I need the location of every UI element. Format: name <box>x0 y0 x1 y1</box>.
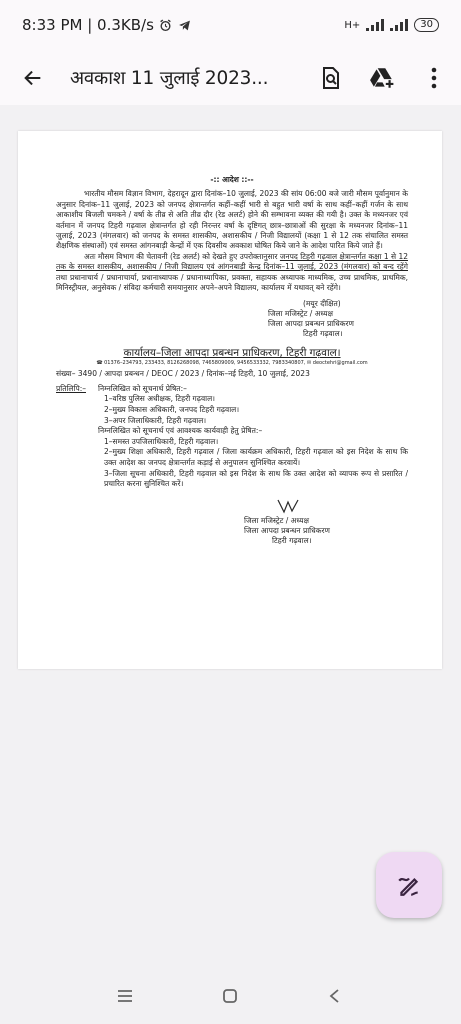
document-content <box>56 175 408 546</box>
add-to-drive-icon[interactable] <box>369 65 395 91</box>
copy-item: 2–मुख्य शिक्षा अधिकारी, टिहरी गढ़वाल / जिला कार्यक्रम अधिकारी, टिहरी गढ़वाल को इस निदेश के साथ कि उक्त आदेश का जनपद क्षेत्रान्तर्गत कड़ाई से अनुपालन सुनिश्चित करवायें। <box>104 447 408 468</box>
copy-intro-2: निम्नलिखित को सूचनार्थ एवं आवश्यक कार्यवाही हेतु प्रेषित:– <box>98 426 263 436</box>
signature1-line3: टिहरी गढ़वाल। <box>303 329 343 339</box>
order-paragraph-2 <box>56 252 408 294</box>
para2-lead: अतः मौसम विभाग की चेतावनी (रेड अलर्ट) को देखते हुए उपरोक्तानुसार <box>84 251 280 261</box>
copy-distribution <box>56 384 408 490</box>
app-bar <box>0 50 461 105</box>
battery-indicator: 30 <box>414 18 439 32</box>
order-heading: -:: आदेश ::-- <box>210 175 254 184</box>
signatory-name: (मयूर दीक्षित) <box>303 299 341 309</box>
recents-icon[interactable] <box>114 985 136 1007</box>
copy-item: 1–वरिष्ठ पुलिस अधीक्षक, टिहरी गढ़वाल। <box>104 394 216 404</box>
signature-block-1 <box>268 299 408 339</box>
para2-underlined: जनपद टिहरी गढ़वाल क्षेत्रान्तर्गत कक्षा 1 से 12 तक के समस्त शासकीय, अशासकीय / निजी विद्यालय एवं आंगनबाड़ी केन्द्र दिनांक–11 जुलाई, 2023 (मंगलवार) को बन्द रहेंगे <box>56 251 408 272</box>
signal-icon-2 <box>390 19 408 31</box>
edit-stylus-icon <box>396 872 422 898</box>
copy-item: 1–समस्त उपजिलाधिकारी, टिहरी गढ़वाल। <box>104 436 219 446</box>
system-nav-bar <box>0 967 461 1024</box>
signature2-line3: टिहरी गढ़वाल। <box>272 535 312 545</box>
signature2-line1: जिला मजिस्ट्रेट / अध्यक्ष <box>244 515 309 525</box>
office-contact: ☎ 01376–234793, 233433, 8126268098, 7465809009, 9456533332, 7983340807, ✉ deoctehri@gmail.com <box>96 360 368 367</box>
copy-item: 3–अपर जिलाधिकारी, टिहरी गढ़वाल। <box>104 415 207 425</box>
status-bar <box>0 0 461 50</box>
annotate-fab[interactable] <box>376 852 442 918</box>
home-icon[interactable] <box>219 985 241 1007</box>
para2-tail: तथा प्रधानाचार्य / प्रधानाचार्या, प्रधानाध्यापक / प्रधानाध्यापिका, प्रवक्ता, सहायक अध्यापक माध्यमिक, उच्च प्राथमिक, प्राथमिक, मिनिस्ट्रीयल, अनुसेवक / संविदा कर्मचारी समयानुसार अपने–अपने विद्यालय, कार्यालय में यथावत् बने रहेंगे। <box>56 272 408 293</box>
office-title: कार्यालय–जिला आपदा प्रबन्धन प्राधिकरण, टिहरी गढ़वाल। <box>123 347 341 360</box>
alarm-icon <box>159 18 173 32</box>
signature-block-2 <box>244 498 408 546</box>
back-icon[interactable] <box>323 985 345 1007</box>
copy-item: 2–मुख्य विकास अधिकारी, जनपद टिहरी गढ़वाल। <box>104 405 240 415</box>
network-type-label: H+ <box>344 19 361 31</box>
document-title: अवकाश 11 जुलाई 2023... <box>70 68 269 89</box>
copy-item: 3–जिला सूचना अधिकारी, टिहरी गढ़वाल को इस निदेश के साथ कि उक्त आदेश को व्यापक रूप से प्रसारित / प्रचारित करना सुनिश्चित करें। <box>104 468 408 489</box>
pdf-page <box>18 131 442 669</box>
copy-intro-1: निम्नलिखित को सूचनार्थ प्रेषित:– <box>98 383 187 393</box>
telegram-icon <box>178 18 192 32</box>
more-vert-icon[interactable] <box>421 65 447 91</box>
status-time-speed: 8:33 PM | 0.3KB/s <box>22 16 154 34</box>
signature1-line2: जिला आपदा प्रबन्धन प्राधिकरण <box>268 319 354 329</box>
reference-line: संख्या– 3490 / आपदा प्रबन्धन / DEOC / 2023 / दिनांक–नई टिहरी, 10 जुलाई, 2023 <box>56 369 310 379</box>
copy-label: प्रतिलिपि:– <box>56 383 86 393</box>
order-paragraph-1: भारतीय मौसम विज्ञान विभाग, देहरादून द्वारा दिनांक–10 जुलाई, 2023 की सांय 06:00 बजे जारी मौसम पूर्वानुमान के अनुसार दिनांक–11 जुलाई, 2023 को जनपद क्षेत्रान्तर्गत कहीं–कहीं भारी से बहुत भारी वर्षा के साथ कहीं–कहीं गर्जन के साथ आकाशीय बिजली चमकने / वर्षा के तीव्र से अति तीव्र दौर (रेड अलर्ट) होने की सम्भावना व्यक्त की गयी है। उक्त के मध्यनजर एवं वर्तमान में जनपद टिहरी गढ़वाल क्षेत्रान्तर्गत हो रही निरन्तर वर्षा के दृष्टिगत् छात्र–छात्राओं की सुरक्षा के मध्यनजर दिनांक–11 जुलाई, 2023 (मंगलवार) को जनपद के समस्त शासकीय, अशासकीय / निजी विद्यालयों (कक्षा 1 से 12 तक संचालित समस्त शैक्षणिक संस्थाओं) एवं समस्त आंगनबाड़ी केन्द्रों में एक दिवसीय अवकाश घोषित किये जाने के आदेश पारित किये जाते हैं। <box>56 189 408 251</box>
signature1-line1: जिला मजिस्ट्रेट / अध्यक्ष <box>268 309 333 319</box>
signal-icon <box>366 19 384 31</box>
find-in-page-icon[interactable] <box>317 65 343 91</box>
handwritten-signature <box>274 498 304 516</box>
signature2-line2: जिला आपदा प्रबन्धन प्राधिकरण <box>244 525 330 535</box>
back-arrow-icon[interactable] <box>18 63 48 93</box>
